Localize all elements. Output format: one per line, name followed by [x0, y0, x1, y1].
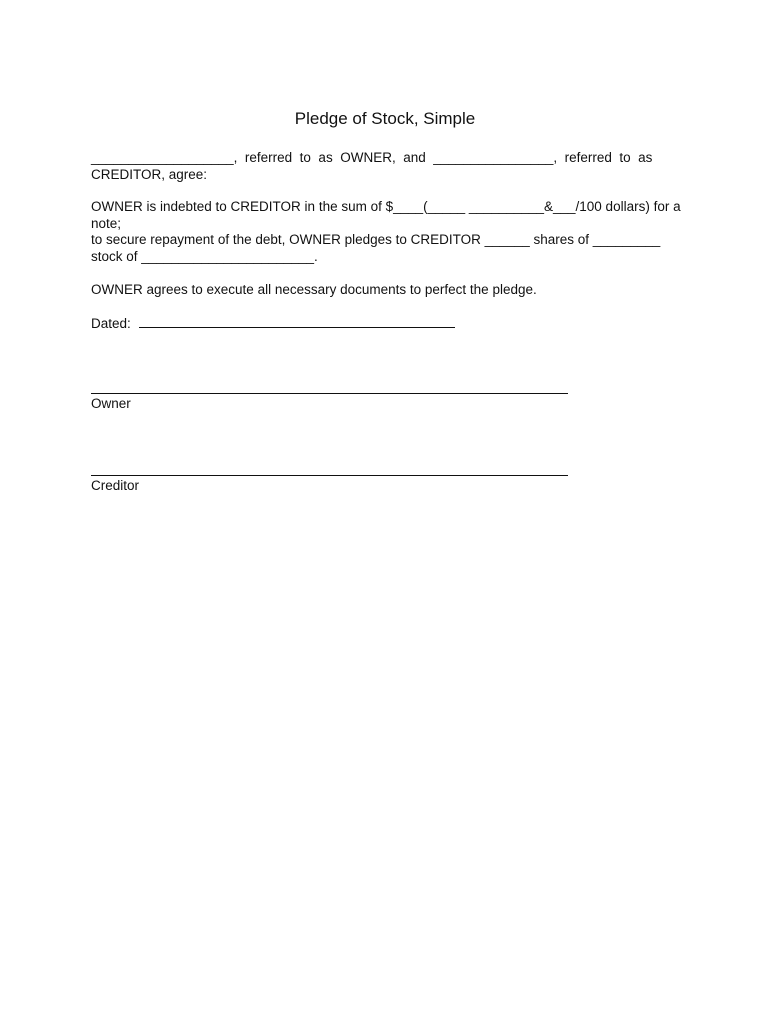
parties-line-2: CREDITOR, agree: — [91, 166, 208, 182]
dated-row — [91, 314, 680, 333]
execution-paragraph — [91, 282, 680, 299]
document-title: Pledge of Stock, Simple — [294, 109, 476, 128]
creditor-signature-line[interactable] — [91, 475, 568, 476]
parties-line-1: ___________________, referred to as OWNER, and ________________, referred to as — [91, 150, 653, 165]
debt-paragraph — [91, 199, 680, 265]
debt-line-1: OWNER is indebted to CREDITOR in the sum of $____(_____ __________&___/100 dollars) for a — [91, 199, 681, 214]
execution-text: OWNER agrees to execute all necessary documents to perfect the pledge. — [91, 282, 537, 297]
owner-signature-label: Owner — [91, 396, 131, 411]
parties-paragraph — [91, 150, 680, 183]
debt-line-4: stock of _______________________. — [91, 248, 318, 264]
debt-line-3: to secure repayment of the debt, OWNER pledges to CREDITOR ______ shares of _________ — [91, 232, 661, 247]
debt-line-2: note; — [91, 215, 122, 231]
dated-field[interactable] — [139, 314, 455, 328]
owner-signature-line[interactable] — [91, 393, 568, 394]
dated-label: Dated: — [91, 316, 131, 331]
creditor-signature-label: Creditor — [91, 478, 140, 493]
